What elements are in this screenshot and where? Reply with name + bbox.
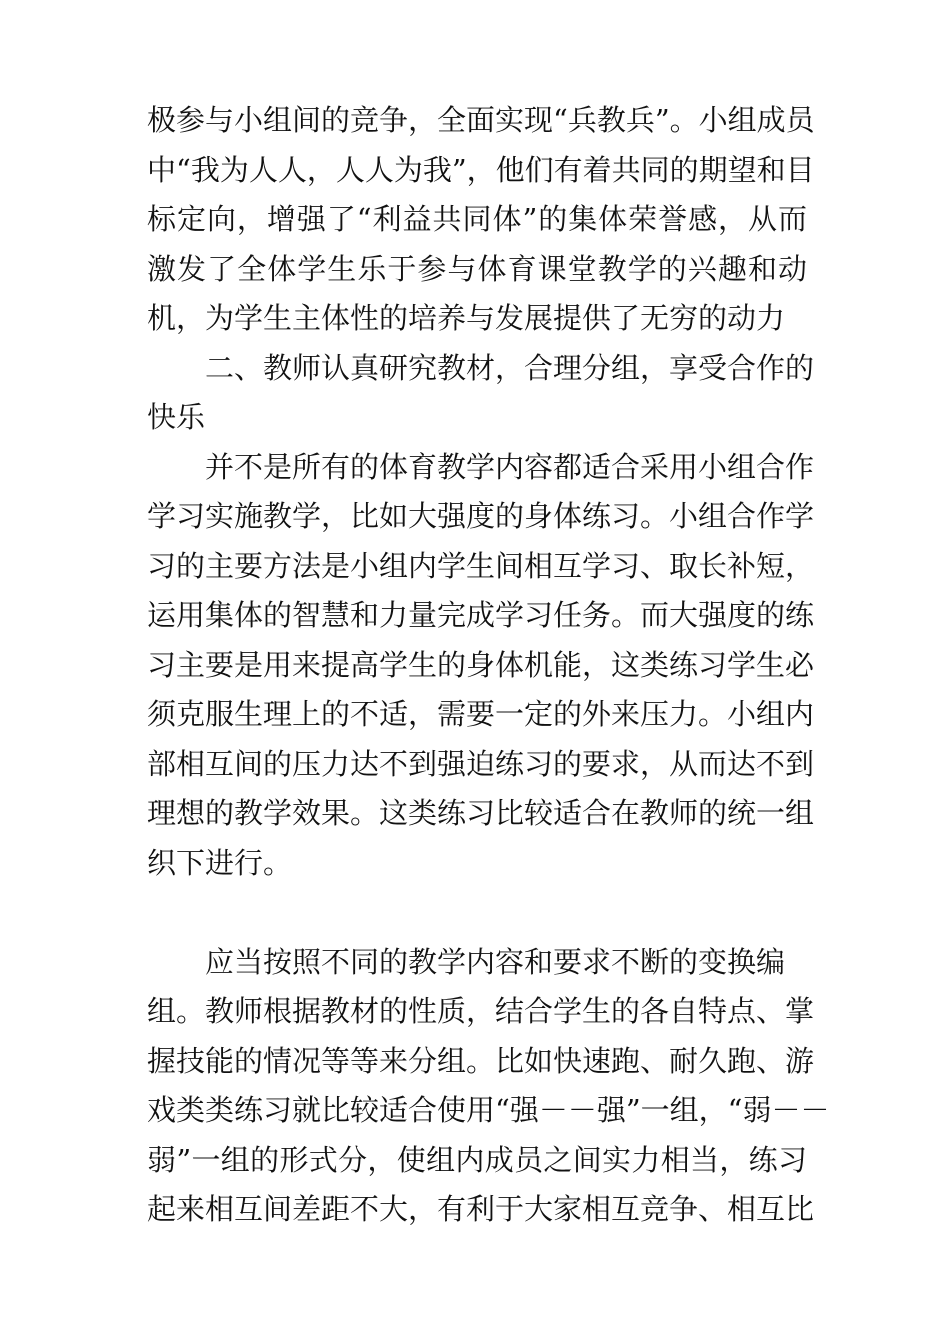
document-body [147, 96, 830, 1235]
text-line: 应当按照不同的教学内容和要求不断的变换编 [205, 944, 786, 979]
text-line: 织下进行。 [147, 845, 293, 880]
text-line: 标定向，增强了“利益共同体”的集体荣誉感，从而 [147, 202, 807, 236]
text-line: 须克服生理上的不适，需要一定的外来压力。小组内 [147, 697, 815, 731]
text-line: 习的主要方法是小组内学生间相互学习、取长补短， [147, 548, 815, 583]
section-heading-line: 二、教师认真研究教材，合理分组，享受合作的 [205, 350, 815, 385]
text-line: 习主要是用来提高学生的身体机能，这类练习学生必 [147, 647, 815, 682]
text-line: 并不是所有的体育教学内容都适合采用小组合作 [205, 449, 815, 484]
text-line: 戏类类练习就比较适合使用“强－－强”一组，“弱－－ [147, 1093, 830, 1127]
text-line: 极参与小组间的竞争，全面实现“兵教兵”。小组成员 [147, 103, 815, 137]
text-line: 弱”一组的形式分，使组内成员之间实力相当，练习 [147, 1142, 807, 1177]
text-line: 学习实施教学，比如大强度的身体练习。小组合作学 [147, 499, 815, 533]
text-line: 组。教师根据教材的性质，结合学生的各自特点、掌 [147, 994, 815, 1028]
section-heading-line: 快乐 [147, 400, 206, 434]
text-line: 激发了全体学生乐于参与体育课堂教学的兴趣和动 [147, 251, 807, 286]
text-line: 理想的教学效果。这类练习比较适合在教师的统一组 [147, 796, 815, 830]
text-line: 握技能的情况等等来分组。比如快速跑、耐久跑、游 [147, 1043, 815, 1078]
text-line: 中“我为人人，人人为我”，他们有着共同的期望和目 [147, 152, 815, 187]
paragraph-spacer [147, 888, 807, 938]
text-line: 起来相互间差距不大，有利于大家相互竞争、相互比 [147, 1192, 815, 1226]
text-line: 运用集体的智慧和力量完成学习任务。而大强度的练 [147, 598, 815, 632]
text-line: 机，为学生主体性的培养与发展提供了无穷的动力 [147, 301, 786, 335]
text-line: 部相互间的压力达不到强迫练习的要求，从而达不到 [147, 746, 815, 781]
